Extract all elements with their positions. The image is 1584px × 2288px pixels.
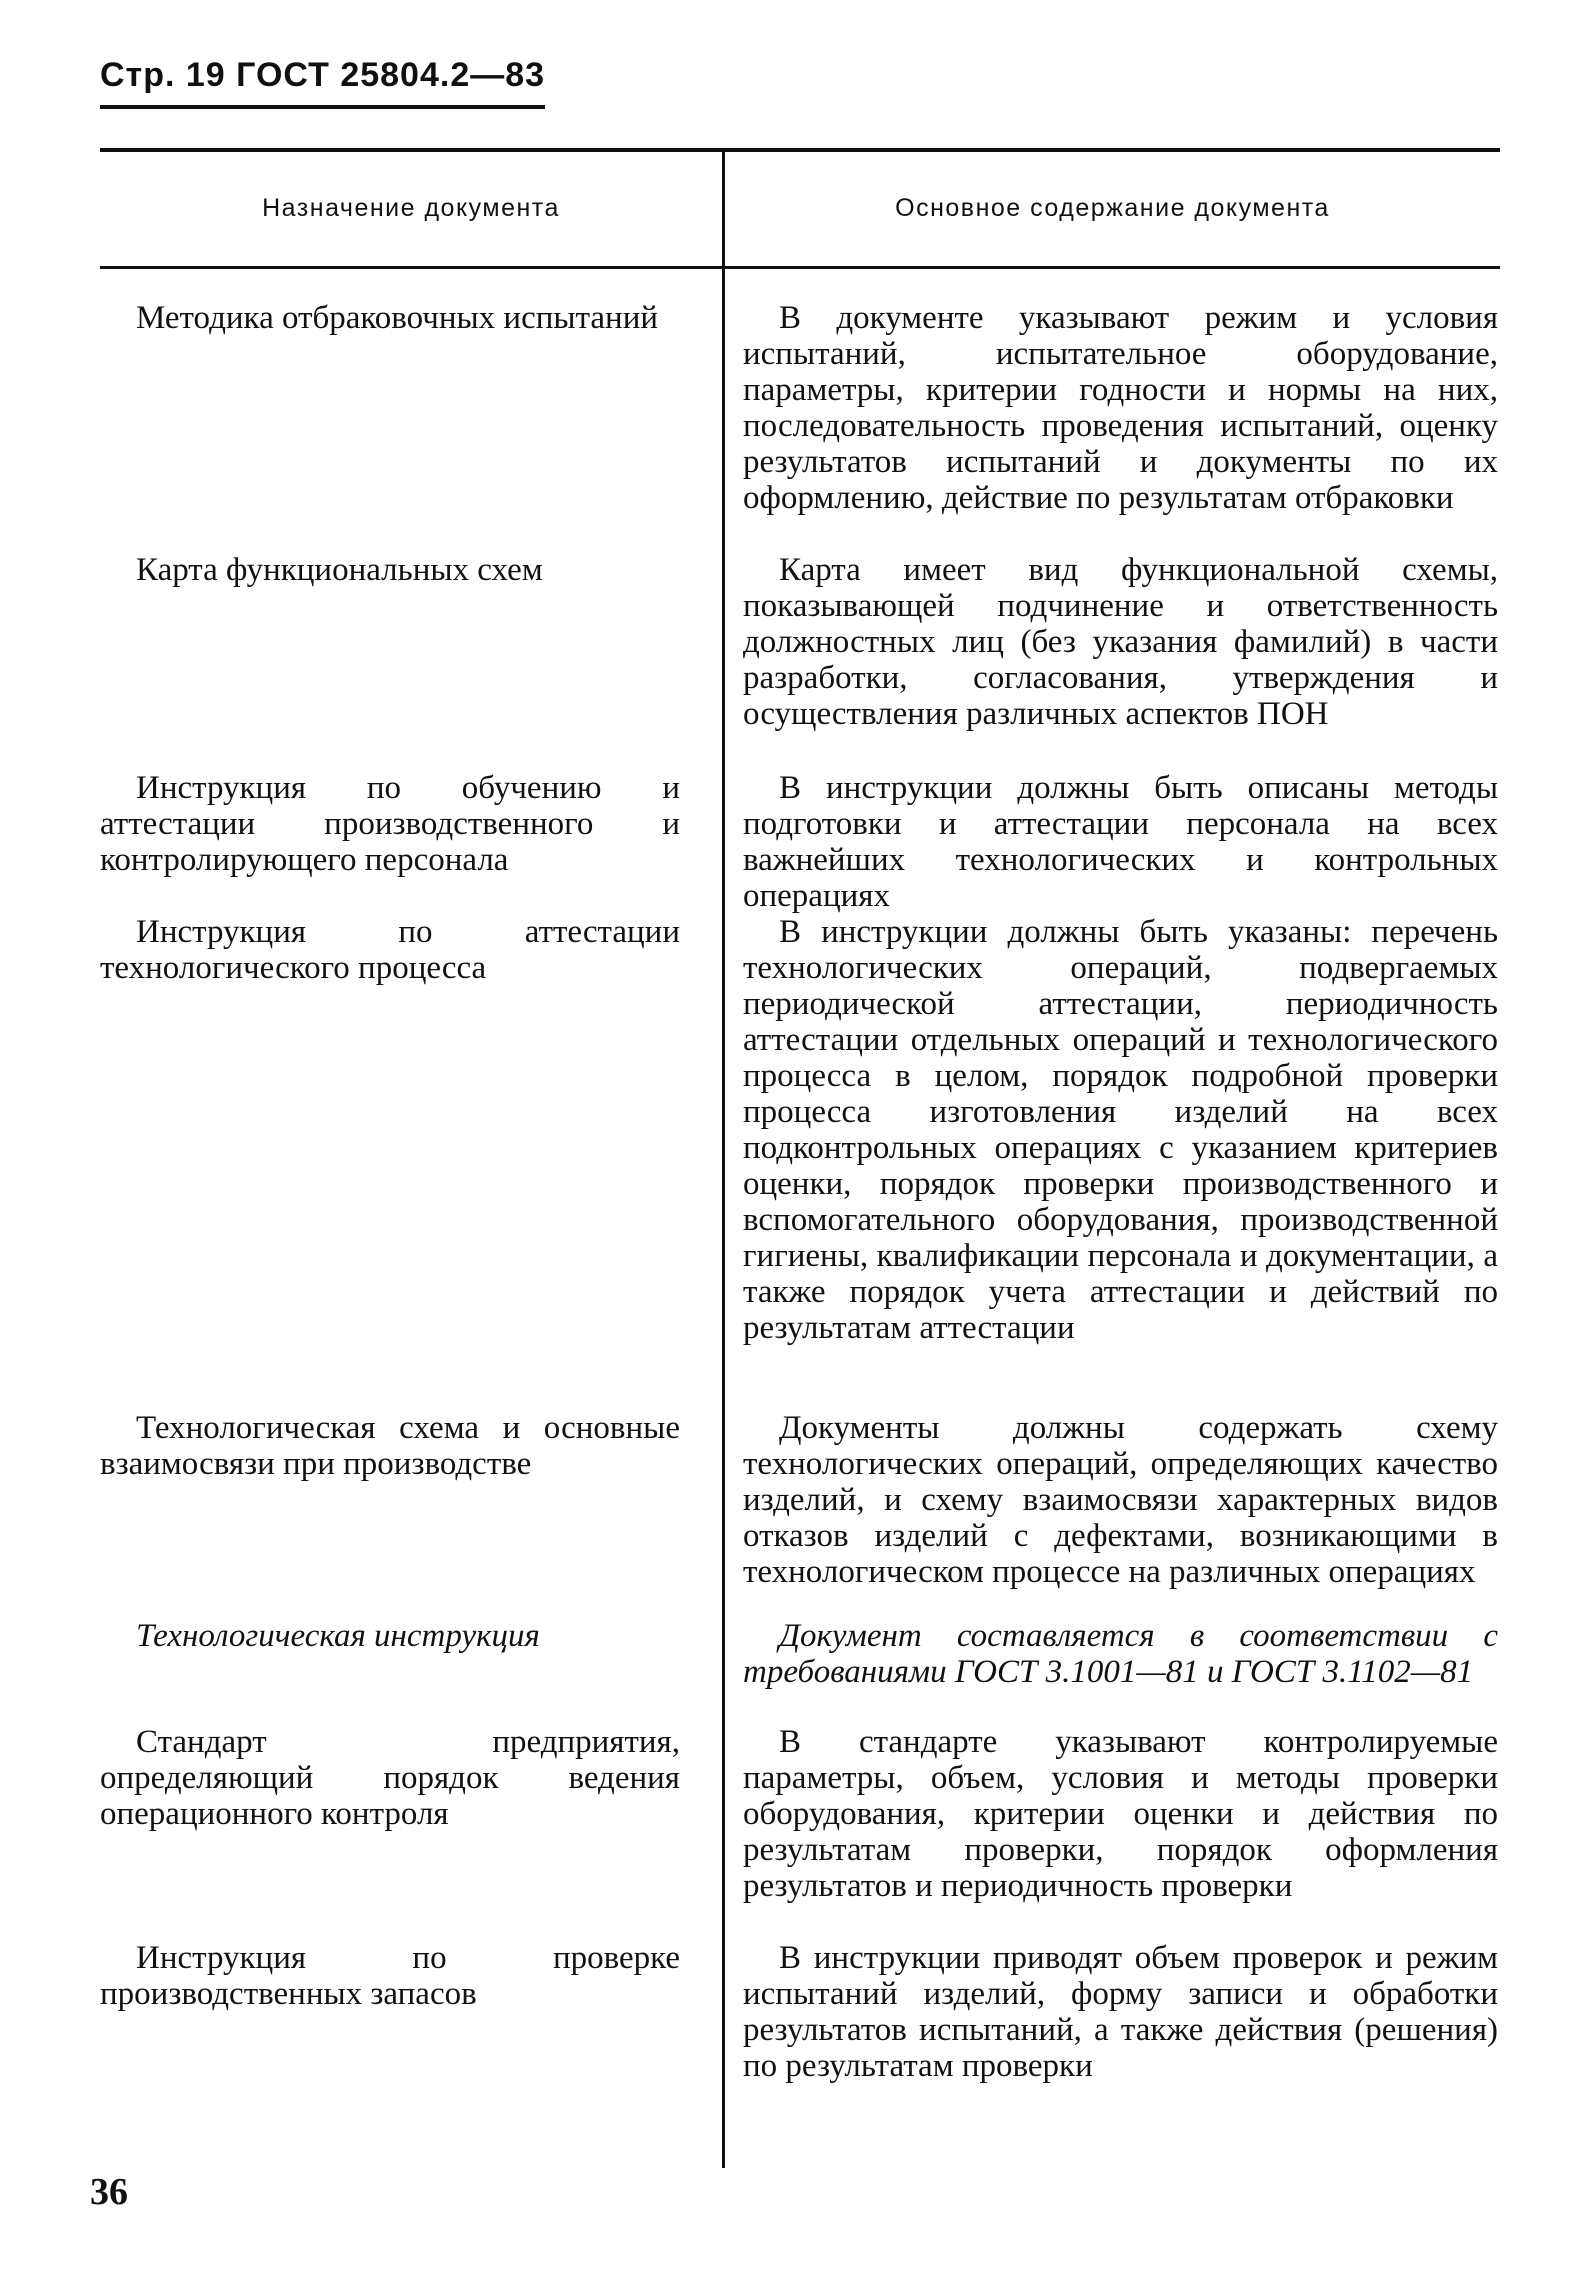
row-content <box>743 1724 1498 1904</box>
page-header: Стр. 19 ГОСТ 25804.2—83 <box>100 56 545 109</box>
row-purpose-text: Стандарт предприятия, определяющий порядок ведения операционного контроля <box>100 1724 680 1832</box>
row-content-text: В документе указывают режим и условия испытаний, испытательное оборудование, параметры, критерии годности и нормы на них, последовательность проведения испытаний, оценку результатов испытаний и документы по их оформлению, действие по результатам отбраковки <box>743 300 1498 516</box>
row-purpose <box>100 552 680 588</box>
row-purpose <box>100 770 680 878</box>
row-content-text: Карта имеет вид функциональной схемы, показывающей подчинение и ответственность должностных лиц (без указания фамилий) в части разработки, согласования, утверждения и осуществления различных аспектов ПОН <box>743 552 1498 732</box>
row-content-text: В стандарте указывают контролируемые параметры, объем, условия и методы проверки оборудования, критерии оценки и действия по результатам проверки, порядок оформления результатов и периодичность проверки <box>743 1724 1498 1904</box>
row-purpose <box>100 1410 680 1482</box>
row-purpose-text: Инструкция по обучению и аттестации производственного и контролирующего персонала <box>100 770 680 878</box>
row-content <box>743 1410 1498 1590</box>
row-purpose <box>100 1724 680 1832</box>
row-purpose <box>100 1618 680 1654</box>
table-top-rule <box>100 148 1500 152</box>
row-content <box>743 914 1498 1346</box>
row-content-text: В инструкции должны быть описаны методы подготовки и аттестации персонала на всех важнейших технологических и контрольных операциях <box>743 770 1498 914</box>
column-divider <box>722 148 725 2168</box>
row-purpose-text: Технологическая инструкция <box>136 1618 540 1654</box>
page-number: 36 <box>90 2171 128 2213</box>
row-purpose-text: Карта функциональных схем <box>136 552 543 588</box>
row-content-text: В инструкции приводят объем проверок и режим испытаний изделий, форму записи и обработки результатов испытаний, а также действия (решения) по результатам проверки <box>743 1940 1498 2084</box>
row-purpose <box>100 1940 680 2012</box>
row-content <box>743 552 1498 732</box>
row-purpose-text: Инструкция по проверке производственных запасов <box>100 1940 680 2012</box>
row-content <box>743 1618 1498 1690</box>
row-purpose-text: Инструкция по аттестации технологического процесса <box>100 914 680 986</box>
row-content <box>743 770 1498 914</box>
row-content-text: Документы должны содержать схему технологических операций, определяющих качество изделий, и схему взаимосвязи характерных видов отказов изделий с дефектами, возникающими в технологическом процессе на различных операциях <box>743 1410 1498 1590</box>
row-purpose-text: Технологическая схема и основные взаимосвязи при производстве <box>100 1410 680 1482</box>
column-header-purpose: Назначение документа <box>262 194 560 222</box>
column-header-content: Основное содержание документа <box>895 194 1330 222</box>
row-content-text: В инструкции должны быть указаны: перечень технологических операций, подвергаемых периодической аттестации, периодичность аттестации отдельных операций и технологического процесса в целом, порядок подробной проверки процесса изготовления изделий на всех подконтрольных операциях с указанием критериев оценки, порядок проверки производственного и вспомогательного оборудования, производственной гигиены, квалификации персонала и документации, а также порядок учета аттестации и действий по результатам аттестации <box>743 914 1498 1346</box>
row-content <box>743 300 1498 516</box>
row-content <box>743 1940 1498 2084</box>
row-purpose <box>100 300 680 336</box>
row-purpose <box>100 914 680 986</box>
row-purpose-text: Методика отбраковочных испытаний <box>136 300 659 336</box>
row-content-text: Документ составляется в соответствии с требованиями ГОСТ 3.1001—81 и ГОСТ 3.1102—81 <box>743 1618 1498 1690</box>
table-header-rule <box>100 266 1500 269</box>
